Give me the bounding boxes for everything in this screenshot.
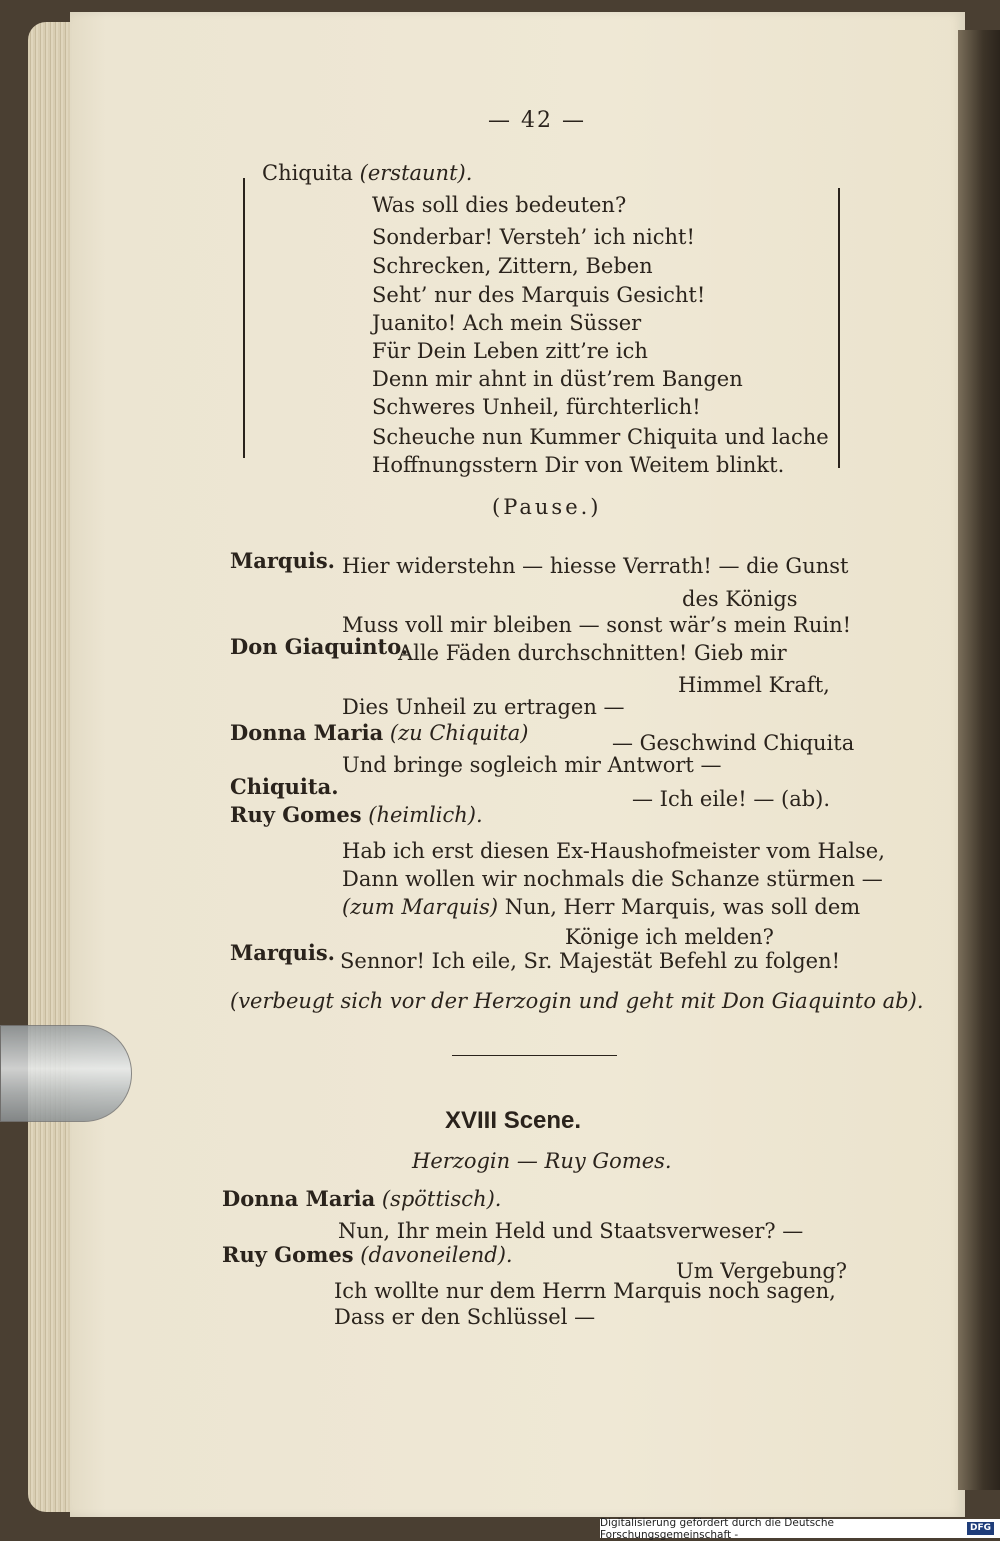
dialogue-line: Dass er den Schlüssel — — [334, 1305, 596, 1329]
speaker-line — [222, 1242, 513, 1268]
song-line: Denn mir ahnt in düst’rem Bangen — [372, 367, 743, 391]
dialogue-line: des Königs — [682, 587, 798, 611]
song-speaker-line — [262, 160, 472, 186]
dialogue-line: — Geschwind Chiquita — [612, 731, 855, 755]
dialogue-line: — Ich eile! — (ab). — [632, 787, 831, 811]
dialogue-text: Nun, Herr Marquis, was soll dem — [504, 895, 861, 919]
book-spine — [958, 30, 1000, 1490]
stage-direction: (zu Chiquita) — [389, 721, 529, 745]
song-line: Für Dein Leben zitt’re ich — [372, 339, 648, 363]
stage-direction: (davoneilend). — [360, 1243, 513, 1267]
song-line: Was soll dies bedeuten? — [372, 193, 627, 217]
speaker-line — [230, 802, 483, 828]
speaker-name: Don Giaquinto. — [230, 634, 409, 659]
stage-direction: (erstaunt). — [359, 161, 473, 185]
speaker-name: Donna Maria — [230, 720, 384, 745]
dialogue-line: Könige ich melden? — [565, 925, 774, 949]
dialogue-line: Himmel Kraft, — [678, 673, 830, 697]
song-line: Schrecken, Zittern, Beben — [372, 254, 653, 278]
stage-direction: (heimlich). — [368, 803, 483, 827]
scene-characters: Herzogin — Ruy Gomes. — [412, 1149, 672, 1173]
speaker-name: Chiquita — [262, 161, 353, 185]
song-line: Juanito! Ach mein Süsser — [372, 311, 642, 335]
song-line: Scheuche nun Kummer Chiquita und lache — [372, 425, 829, 449]
footer-text: Digitalisierung gefördert durch die Deutsche Forschungsgemeinschaft - — [600, 1516, 834, 1541]
song-bracket-right — [832, 188, 840, 468]
dialogue-line: Dies Unheil zu ertragen — — [342, 695, 625, 719]
scene-divider — [452, 1055, 617, 1056]
dialogue-line — [342, 894, 860, 920]
dialogue-line: Und bringe sogleich mir Antwort — — [342, 753, 722, 777]
speaker-name: Marquis. — [230, 548, 335, 573]
stage-direction: (verbeugt sich vor der Herzogin und geht mit Don Giaquinto ab). — [230, 989, 924, 1013]
page-number: — 42 — — [488, 108, 586, 133]
speaker-line — [222, 1186, 501, 1212]
speaker-name: Ruy Gomes — [222, 1242, 354, 1267]
speaker-name: Donna Maria — [222, 1186, 376, 1211]
dfg-logo: DFG — [967, 1522, 994, 1535]
pause-direction: (Pause.) — [492, 495, 602, 519]
stage-direction: (zum Marquis) — [342, 895, 499, 919]
dialogue-line: Nun, Ihr mein Held und Staatsverweser? — — [338, 1219, 804, 1243]
dialogue-line: Hab ich erst diesen Ex-Haushofmeister vom Halse, — [342, 839, 885, 863]
page-clip — [0, 1025, 132, 1122]
dialogue-line: Alle Fäden durchschnitten! Gieb mir — [398, 641, 787, 665]
song-line: Seht’ nur des Marquis Gesicht! — [372, 283, 706, 307]
scene-title: XVIII Scene. — [445, 1107, 582, 1134]
song-line: Schweres Unheil, fürchterlich! — [372, 395, 701, 419]
dialogue-line: Sennor! Ich eile, Sr. Majestät Befehl zu folgen! — [340, 949, 841, 973]
dialogue-line: Um Vergebung? — [676, 1259, 848, 1283]
song-line: Sonderbar! Versteh’ ich nicht! — [372, 225, 695, 249]
speaker-line — [230, 720, 528, 746]
speaker-name: Chiquita. — [230, 774, 339, 799]
speaker-name: Ruy Gomes — [230, 802, 362, 827]
song-line: Hoffnungsstern Dir von Weitem blinkt. — [372, 453, 785, 477]
dialogue-line: Muss voll mir bleiben — sonst wär’s mein Ruin! — [342, 613, 852, 637]
dialogue-line: Hier widerstehn — hiesse Verrath! — die Gunst — [342, 554, 849, 578]
digitization-footer — [600, 1516, 1000, 1541]
dialogue-line: Ich wollte nur dem Herrn Marquis noch sagen, — [334, 1279, 836, 1303]
dialogue-line: Dann wollen wir nochmals die Schanze stürmen — — [342, 867, 883, 891]
song-bracket-left — [243, 178, 251, 458]
speaker-name: Marquis. — [230, 940, 335, 965]
stage-direction: (spöttisch). — [381, 1187, 502, 1211]
